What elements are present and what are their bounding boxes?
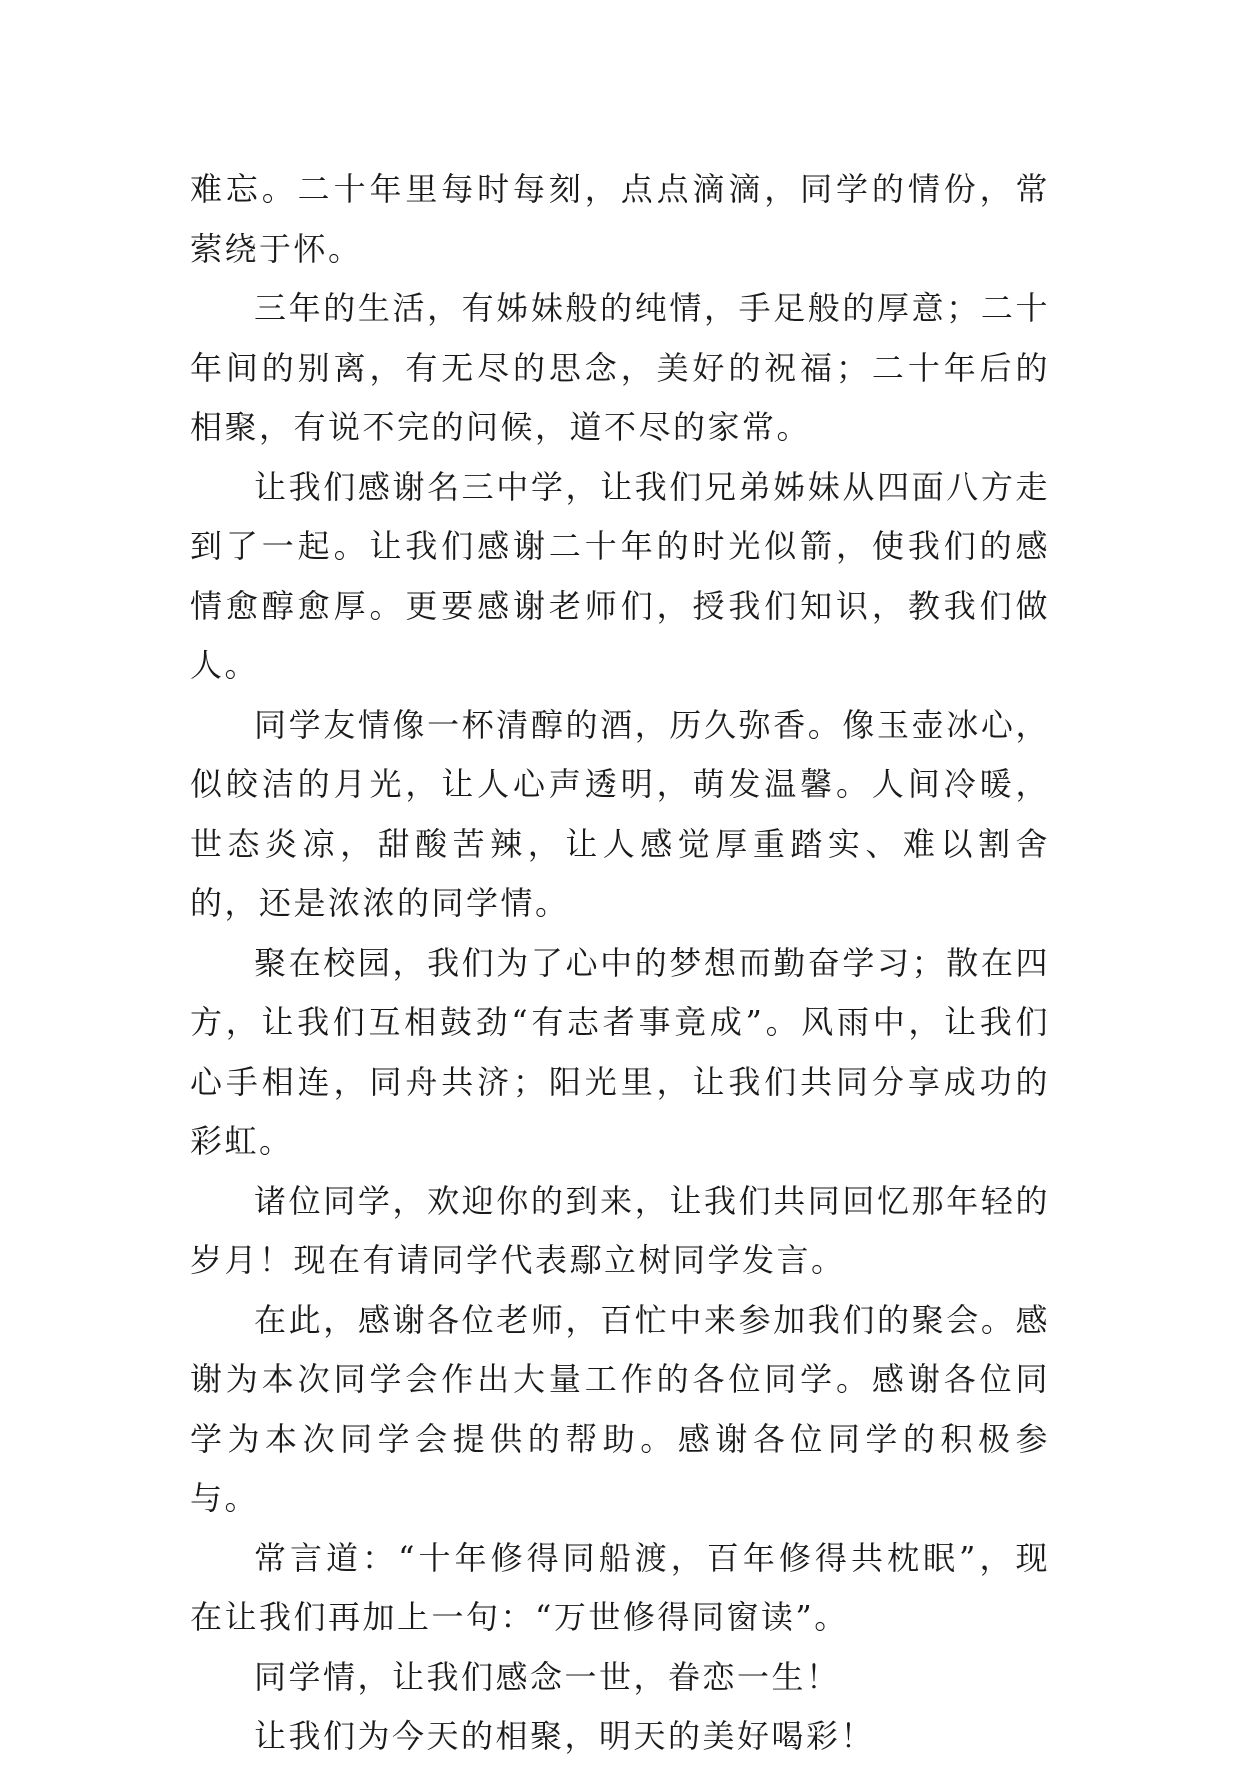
paragraph: 同学情，让我们感念一世，眷恋一生！ <box>254 1657 841 1696</box>
paragraph: 同学友情像一杯清醇的酒，历久弥香。像玉壶冰心，似皎洁的月光，让人心声透明，萌发温馨。人间冷暖，世态炎凉，甜酸苦辣，让人感觉厚重踏实、难以割舍的，还是浓浓的同学情。 <box>190 705 1050 922</box>
paragraph: 让我们为今天的相聚，明天的美好喝彩！ <box>254 1717 876 1755</box>
paragraph-continued: 难忘。二十年里每时每刻，点点滴滴，同学的情份，常萦绕于怀。 <box>190 170 1050 268</box>
paragraph: 在此，感谢各位老师，百忙中来参加我们的聚会。感谢为本次同学会作出大量工作的各位同学。感谢各位同学为本次同学会提供的帮助。感谢各位同学的积极参与。 <box>190 1300 1050 1517</box>
paragraph: 常言道：“十年修得同船渡，百年修得共枕眠”，现在让我们再加上一句：“万世修得同窗读”。 <box>190 1538 1050 1636</box>
document-body <box>190 160 1050 1767</box>
paragraph: 三年的生活，有姊妹般的纯情，手足般的厚意；二十年间的别离，有无尽的思念，美好的祝福；二十年后的相聚，有说不完的问候，道不尽的家常。 <box>190 289 1050 446</box>
paragraph: 让我们感谢名三中学，让我们兄弟姊妹从四面八方走到了一起。让我们感谢二十年的时光似箭，使我们的感情愈醇愈厚。更要感谢老师们，授我们知识，教我们做人。 <box>190 467 1050 684</box>
paragraph: 聚在校园，我们为了心中的梦想而勤奋学习；散在四方，让我们互相鼓劲“有志者事竟成”。风雨中，让我们心手相连，同舟共济；阳光里，让我们共同分享成功的彩虹。 <box>190 943 1050 1160</box>
paragraph: 诸位同学，欢迎你的到来，让我们共同回忆那年轻的岁月！现在有请同学代表鄢立树同学发言。 <box>190 1181 1050 1279</box>
